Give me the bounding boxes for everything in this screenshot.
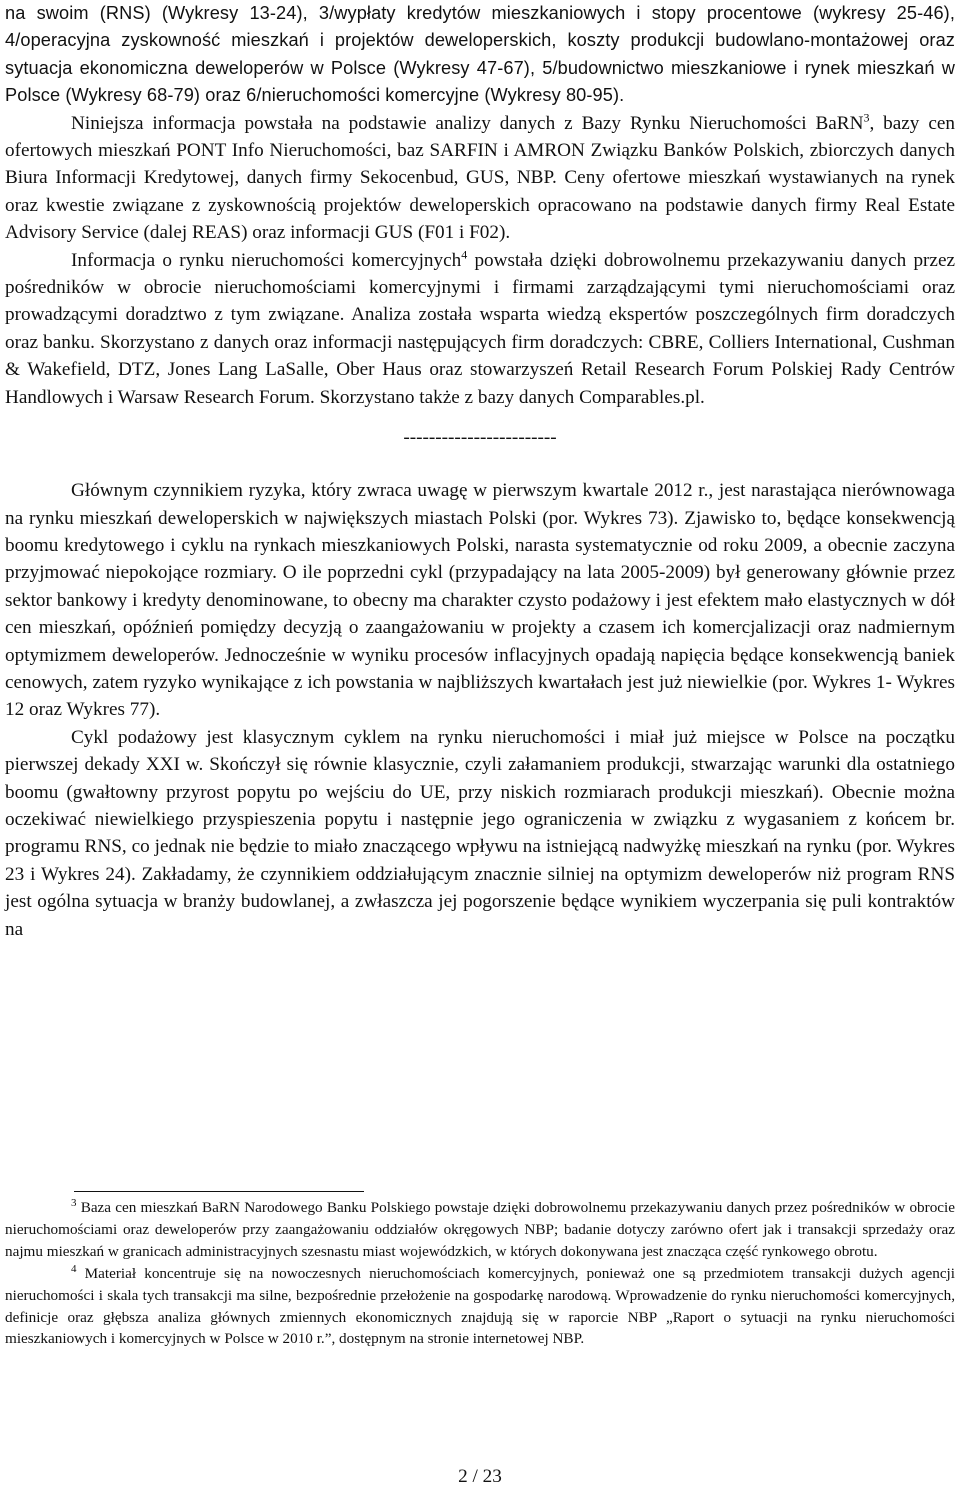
text-run: , bazy cen ofertowych mieszkań PONT Info Nieruchomości, baz SARFIN i AMRON Związku Banków Polskich, zbiorczych danych Biura Informacji Kredytowej, danych firmy Sekocenbud, GUS, NBP. <box>5 112 955 189</box>
footnote-text: Baza cen mieszkań BaRN Narodowego Banku Polskiego powstaje dzięki dobrowolnemu przekazywaniu danych przez pośredników w obrocie nieruchomościami oraz deweloperów przy zaangażowaniu oddziałów okręgowych NBP; badanie dotyczy zarówno ofert jak i transakcji sprzedaży oraz najmu mieszkań w granicach administracyjnych szesnastu miast wojewódzkich, w których dokonywana jest znacząca część rynkowego obrotu. <box>5 1199 955 1260</box>
document-page <box>5 0 955 943</box>
text-run: Zjawisko to, będące konsekwencją boomu kredytowego i cyklu na rynkach mieszkaniowych Polski, narasta systematycznie od roku 2009, a obecnie zaczyna przyjmować niepokojące rozmiary. O ile poprzedni cykl (przypadający na lata 2005-2009) był generowany głównie przez sektor bankowy i kredyty denominowane, to obecny ma charakter czysto podażowy i jest efektem mało elastycznych w dół cen mieszkań, opóźnień pomiędzy decyzją o zaangażowaniu w projekty a czasem ich komercjalizacji oraz nadmiernym optymizmem deweloperów. Jednocześnie w wyniku procesów inflacyjnych opadają napięcia będące konsekwencją baniek cenowych, zatem ryzyko wynikające z ich powstania w najbliższych kwartałach jest już niewielkie (por. Wykres 1- Wykres 12 oraz Wykres 77). <box>5 507 955 721</box>
text-run: Informacja o rynku nieruchomości komercyjnych <box>71 249 462 271</box>
text-run: Głównym czynnikiem ryzyka, który zwraca uwagę w pierwszym kwartale 2012 r., jest narastająca nierównowaga na rynku mieszkań deweloperskich w największych miastach Polski (por. Wykres 73). <box>5 480 955 529</box>
footnote-divider <box>74 1191 364 1192</box>
footnote-ref-3[interactable]: 3 <box>863 110 870 125</box>
paragraph-intro-continued: na swoim (RNS) (Wykresy 13-24), 3/wypłaty kredytów mieszkaniowych i stopy procentowe (wykresy 25-46), 4/operacyjna zyskowność mieszkań i projektów deweloperskich, koszty produkcji budowlano-montażowej oraz sytuacja ekonomiczna deweloperów w Polsce (Wykresy 47-67), 5/budownictwo mieszkaniowe i rynek mieszkań w Polsce (Wykresy 68-79) oraz 6/nieruchomości komercyjne (Wykresy 80-95). <box>5 3 955 106</box>
text-run: powstała dzięki dobrowolnemu przekazywaniu danych przez pośredników w obrocie nieruchomościami komercyjnymi i firmami zarządzającymi tymi nieruchomościami oraz prowadzącymi doradztwo z tym związane. <box>5 249 955 326</box>
text-run: Skończył się równie klasycznie, czyli załamaniem produkcji, stwarzając warunki dla ostatniego boomu (gwałtowny przyrost popytu po wejściu do UE, przy niskich rozmiarach produkcji mieszkań). Obecnie można oczekiwać niewielkiego przyspieszenia popytu i następnie jego ograniczenia w związku z wygasaniem z końcem br. programu RNS, co jednak nie będzie to miało znaczącego wpływu na istniejącą nadwyżkę mieszkań na rynku (por. Wykres 23 i Wykres 24). Zakładamy, że czynnikiem oddziałującym znacznie silniej na optymizm deweloperów niż program RNS jest ogólna sytuacja w branży budowlanej, a zwłaszcza jej pogorszenie będące wynikiem wyczerpania się puli kontraktów na <box>5 754 955 940</box>
footnote-4 <box>5 1263 955 1351</box>
footnote-text: Materiał koncentruje się na nowoczesnych nieruchomościach komercyjnych, ponieważ one są przedmiotem transakcji dużych agencji nieruchomości i skala tych transakcji ma silne, bezpośrednie przełożenie na gospodarkę narodową. Wprowadzenie do rynku nieruchomości komercyjnych, definicje oraz głębsza analiza głównych zmiennych ekonomicznych znajdują się w raporcie NBP „Raport o sytuacji na rynku nieruchomości mieszkaniowych i komercyjnych w Polsce w 2010 r.”, dostępnym na stronie internetowej NBP. <box>5 1264 955 1348</box>
footnote-ref-4[interactable]: 4 <box>461 247 468 262</box>
text-run: Skorzystano z danych oraz informacji następujących firm doradczych: CBRE, Colliers International, Cushman & Wakefield, DTZ, Jones Lang LaSalle, Ober Haus oraz stowarzyszeń Retail Research Forum Polskiej Rady Centrów Handlowych i Warsaw Research Forum. Skorzystano także z bazy danych Comparables.pl. <box>5 331 955 408</box>
text-run: Ceny ofertowe mieszkań wystawianych na rynek oraz kwestie związane z zyskownością projektów deweloperskich opracowano na podstawie danych firmy Real Estate Advisory Service (dalej REAS) oraz informacji GUS (F01 i F02). <box>5 167 955 244</box>
paragraph-commercial-info <box>5 247 955 411</box>
footnote-3 <box>5 1197 955 1263</box>
page-number: 2 / 23 <box>458 1466 502 1487</box>
paragraph-main-risk <box>5 477 955 724</box>
footnote-number: 3 <box>71 1196 77 1209</box>
spacer <box>5 451 955 477</box>
section-separator: ------------------------ <box>403 427 557 449</box>
text-run: Cykl podażowy jest klasycznym cyklem na rynku nieruchomości i miał już miejsce w Polsce na początku pierwszej dekady XXI w. <box>5 726 955 776</box>
footnote-number: 4 <box>71 1262 77 1275</box>
text-run: Niniejsza informacja powstała na podstawie analizy danych z Bazy Rynku Nieruchomości BaRN <box>71 112 864 134</box>
text-run: Analiza została wsparta wiedzą ekspertów poszczególnych firm doradczych oraz banku. <box>5 304 955 353</box>
paragraph-data-sources <box>5 110 955 247</box>
footnotes <box>5 1197 955 1350</box>
paragraph-supply-cycle <box>5 724 955 943</box>
